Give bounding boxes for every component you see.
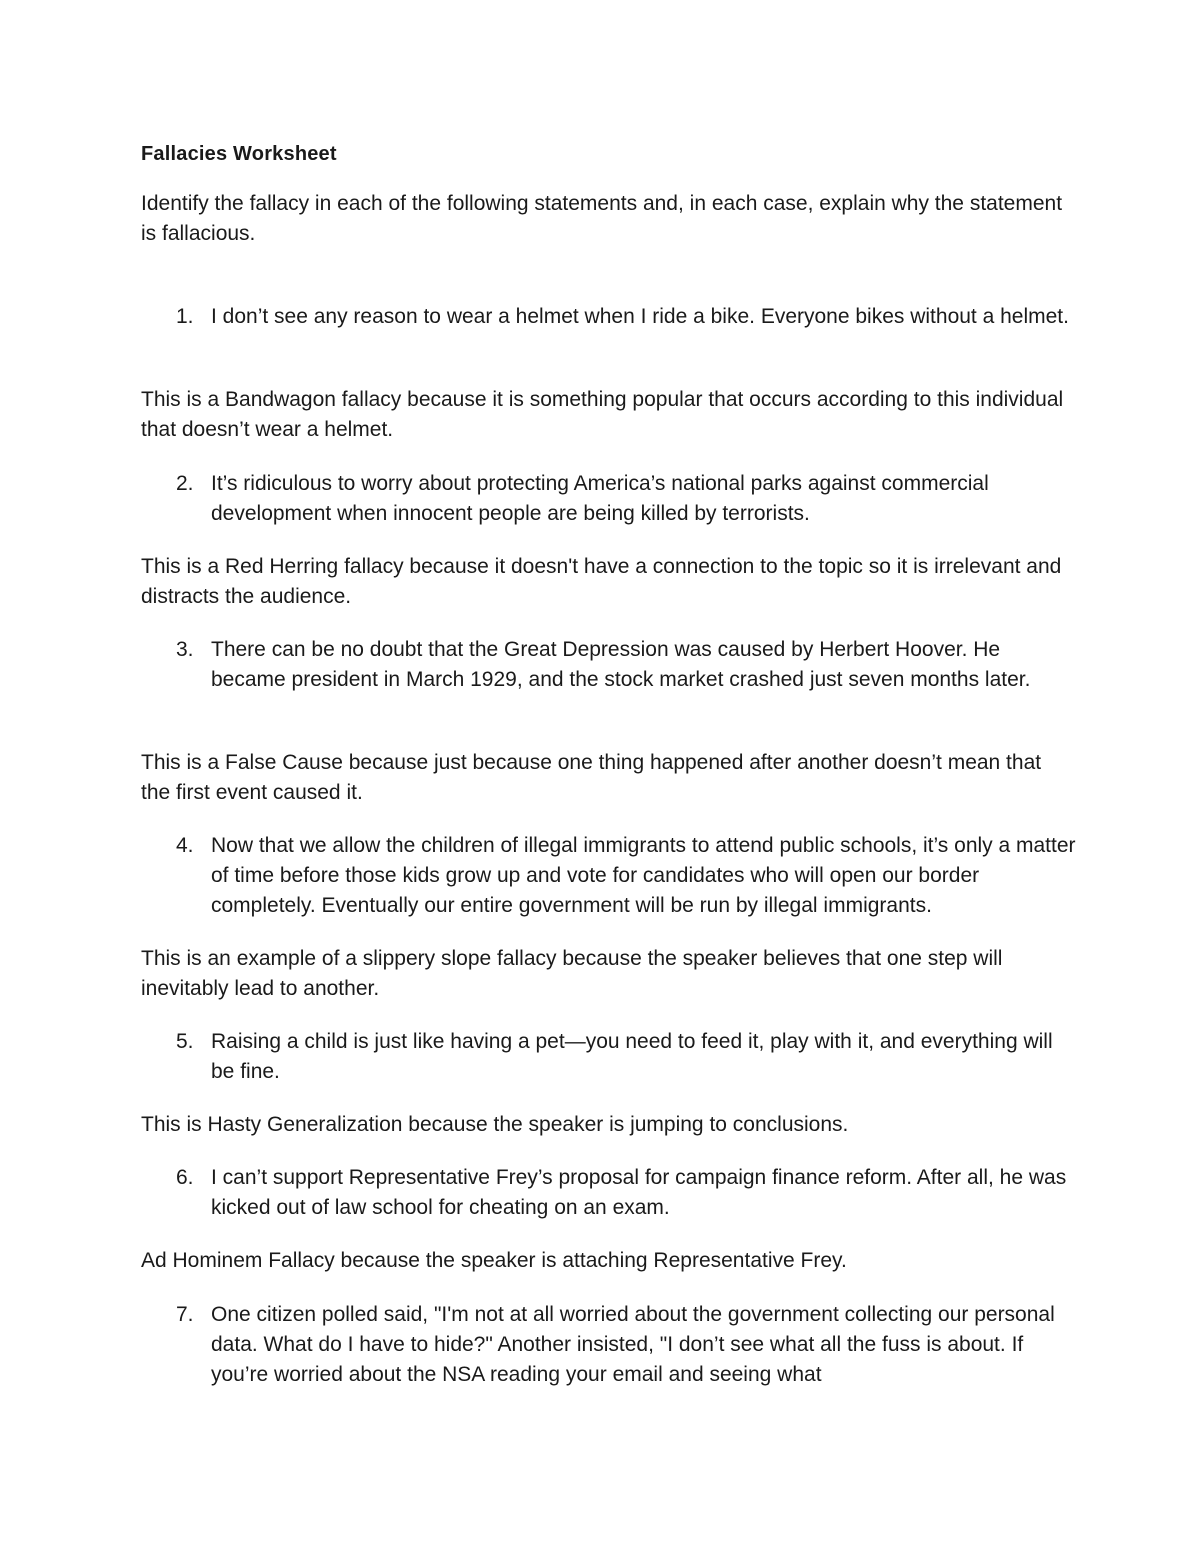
question-item-7	[176, 1300, 1076, 1390]
answer-6: Ad Hominem Fallacy because the speaker is attaching Representative Frey.	[141, 1249, 847, 1272]
question-statement: Now that we allow the children of illegal immigrants to attend public schools, it’s only a matter of time before those kids grow up and vote for candidates who will open our border completely. Eventually our entire government will be run by illegal immigrants.	[211, 834, 1076, 917]
question-number: 5.	[176, 1030, 194, 1053]
question-item-4	[176, 831, 1076, 921]
question-number: 6.	[176, 1166, 194, 1189]
question-statement: There can be no doubt that the Great Depression was caused by Herbert Hoover. He became president in March 1929, and the stock market crashed just seven months later.	[211, 638, 1031, 691]
question-statement: It’s ridiculous to worry about protecting America’s national parks against commercial development when innocent people are being killed by terrorists.	[211, 472, 989, 525]
instructions: Identify the fallacy in each of the following statements and, in each case, explain why the statement is fallacious.	[141, 192, 1063, 245]
question-number: 4.	[176, 834, 194, 857]
answer-5: This is Hasty Generalization because the speaker is jumping to conclusions.	[141, 1113, 849, 1136]
question-statement: I don’t see any reason to wear a helmet when I ride a bike. Everyone bikes without a helmet.	[211, 305, 1069, 328]
question-number: 2.	[176, 472, 194, 495]
question-statement: One citizen polled said, "I'm not at all worried about the government collecting our personal data. What do I have to hide?" Another insisted, "I don’t see what all the fuss is about. If you’re worried about the NSA reading your email and seeing what	[211, 1303, 1055, 1386]
answer-3: This is a False Cause because just because one thing happened after another doesn’t mean that the first event caused it.	[141, 751, 1042, 804]
question-item-1	[176, 302, 1076, 332]
question-item-5	[176, 1027, 1076, 1087]
question-number: 7.	[176, 1303, 194, 1326]
question-item-2	[176, 469, 1076, 529]
question-number: 3.	[176, 638, 194, 661]
question-item-6	[176, 1163, 1076, 1223]
page-title: Fallacies Worksheet	[141, 143, 337, 165]
answer-1: This is a Bandwagon fallacy because it is something popular that occurs according to this individual that doesn’t wear a helmet.	[141, 388, 1064, 441]
answer-4: This is an example of a slippery slope fallacy because the speaker believes that one step will inevitably lead to another.	[141, 947, 1003, 1000]
answer-2: This is a Red Herring fallacy because it doesn't have a connection to the topic so it is irrelevant and distracts the audience.	[141, 555, 1062, 608]
question-number: 1.	[176, 305, 194, 328]
question-statement: Raising a child is just like having a pet—you need to feed it, play with it, and everything will be fine.	[211, 1030, 1053, 1083]
question-statement: I can’t support Representative Frey’s proposal for campaign finance reform. After all, he was kicked out of law school for cheating on an exam.	[211, 1166, 1067, 1219]
question-item-3	[176, 635, 1076, 695]
